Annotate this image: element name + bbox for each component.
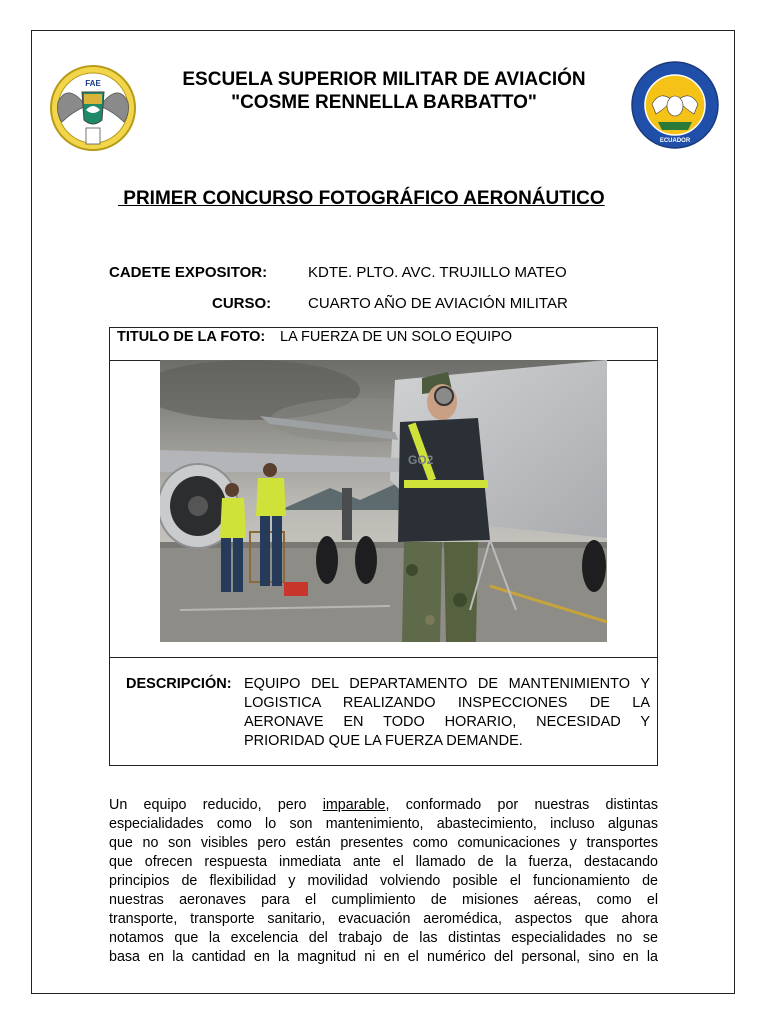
worker-left [220,483,246,592]
school-seal-logo [630,60,720,150]
body-paragraph-line: nuestras aeronaves para el cumplimiento de misiones aéreas, como el [109,892,658,908]
vest-text: GO2 [408,453,434,467]
body-paragraph-line: principios de flexibilidad y movilidad volviendo posible el funcionamiento de [109,873,658,889]
photo-title-label: TITULO DE LA FOTO: [117,329,266,345]
underlined-word: imparable [322,797,386,813]
body-paragraph-line: transporte, transporte sanitario, evacuación aeromédica, aspectos que ahora [109,911,658,927]
table-divider [110,657,657,658]
body-text: Un equipo reducido, pero [109,797,323,813]
body-paragraph-line: especialidades como lo son mantenimiento, abastecimiento, incluso algunas [109,816,658,832]
aircraft-maintenance-photo [160,360,607,642]
curso-value: CUARTO AÑO DE AVIACIÓN MILITAR [308,295,568,312]
seal-bottom-text: ECUADOR [659,138,691,144]
body-paragraph-line: notamos que la excelencia del trabajo de las distintas especialidades no se [109,930,658,946]
logo-text: FAE [85,79,101,88]
expositor-label: CADETE EXPOSITOR: [109,264,268,281]
body-paragraph-line: basa en la cantidad en la magnitud ni en el numérico del personal, sino en la [109,949,658,965]
contest-title: PRIMER CONCURSO FOTOGRÁFICO AERONÁUTICO [118,188,605,209]
school-name-line1: ESCUELA SUPERIOR MILITAR DE AVIACIÓN [182,69,586,90]
air-force-emblem-logo [48,62,138,156]
school-name-line2: "COSME RENNELLA BARBATTO" [231,92,537,113]
body-paragraph-line [109,796,658,815]
description-line: PRIORIDAD QUE LA FUERZA DEMANDE. [244,733,523,749]
body-paragraph-line: que no son visibles pero están presentes como comunicaciones y transportes [109,835,658,851]
description-line: AERONAVE EN TODO HORARIO, NECESIDAD Y [244,714,650,730]
body-paragraph-line: que ofrecen respuesta inmediata ante el llamado de la fuerza, destacando [109,854,658,870]
description-line: LOGISTICA REALIZANDO INSPECCIONES DE LA [244,695,650,711]
curso-label: CURSO: [212,295,272,312]
description-label: DESCRIPCIÓN: [126,676,232,692]
expositor-value: KDTE. PLTO. AVC. TRUJILLO MATEO [308,264,567,281]
photo-title-value: LA FUERZA DE UN SOLO EQUIPO [280,329,513,345]
description-line: EQUIPO DEL DEPARTAMENTO DE MANTENIMIENTO Y [244,676,650,692]
body-text: , conformado por nuestras distintas [385,797,658,813]
